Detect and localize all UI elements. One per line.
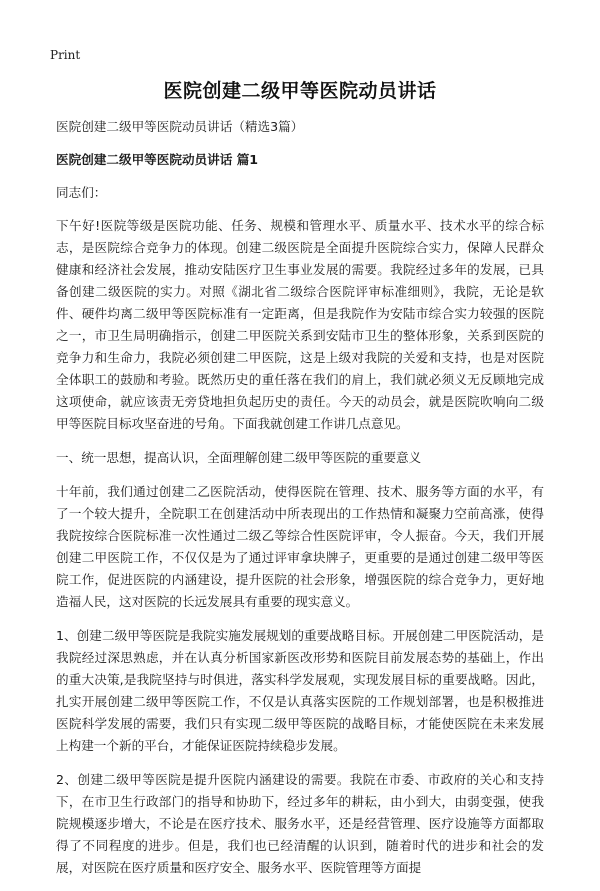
greeting: 同志们： [56,185,107,200]
section-heading: 医院创建二级甲等医院动员讲话 篇1 [56,152,259,167]
paragraph-intro: 下午好!医院等级是医院功能、任务、规模和管理水平、质量水平、技术水平的综合标志，是医院综合竞争力的体现。创建二级医院是全面提升医院综合实力，保障人民群众健康和经济社会发展，推动安陆医疗卫生事业发展的需要。我院经过多年的发展，已具备创建二级医院的实力。对照《湖北省二级综合医院评审标准细则》，我院，无论是软件、硬件均离二级甲等医院标准有一定距离，但是我院作为安陆市综合实力较强的医院之一，市卫生局明确指示，创建二甲医院关系到安陆市卫生的整体形象，关系到医院的竞争力和生命力，我院必须创建二甲医院，这是上级对我院的关爱和支持，也是对医院全体职工的鼓励和考验。既然历史的重任落在我们的肩上，我们就必须义无反顾地完成这项使命，就应该责无旁贷地担负起历史的责任。今天的动员会，就是医院吹响向二级甲等医院目标攻坚奋进的号角。下面我就创建工作讲几点意见。 [56,218,544,431]
document-subtitle: 医院创建二级甲等医院动员讲话（精选3篇） [56,119,304,134]
paragraph-point-2: 2、创建二级甲等医院是提升医院内涵建设的需要。我院在市委、市政府的关心和支持下，在市卫生行政部门的指导和协助下，经过多年的耕耘，由小到大，由弱变强，使我院规模逐步增大，不论是在医疗技术、服务水平，还是经营管理、医疗设施等方面都取得了不同程度的进步。但是，我们也已经清醒的认识到，随着时代的进步和社会的发展，对医院在医疗质量和医疗安全、服务水平、医院管理等方面提 [56,772,544,875]
document-body [56,116,544,891]
print-link[interactable]: Print [50,48,81,62]
document-title: 医院创建二级甲等医院动员讲话 [163,80,437,102]
paragraph-heading-one: 一、统一思想，提高认识，全面理解创建二级甲等医院的重要意义 [56,450,422,465]
paragraph-point-1: 1、创建二级甲等医院是我院实施发展规划的重要战略目标。开展创建二甲医院活动，是我院经过深思熟虑，并在认真分析国家新医改形势和医院目前发展态势的基础上，作出的重大决策,是我院坚持与时俱进，落实科学发展观，实现发展目标的重要战略。因此，扎实开展创建二级甲等医院工作，不仅是认真落实医院的工作规划部署，也是积极推进医院科学发展的需要，我们只有实现二级甲等医院的战略目标，才能使医院在未来发展上构建一个新的平台，才能保证医院持续稳步发展。 [56,628,544,753]
paragraph-history: 十年前，我们通过创建二乙医院活动，使得医院在管理、技术、服务等方面的水平，有了一个较大提升，全院职工在创建活动中所表现出的工作热情和凝聚力空前高涨，使得我院按综合医院标准一次性通过二级乙等综合性医院评审，令人振奋。今天，我们开展创建二甲医院工作，不仅仅是为了通过评审拿块牌子，更重要的是通过创建二级甲等医院工作，促进医院的内涵建设，提升医院的社会形象，增强医院的综合竞争力，更好地造福人民，这对医院的长远发展具有重要的现实意义。 [56,484,544,609]
